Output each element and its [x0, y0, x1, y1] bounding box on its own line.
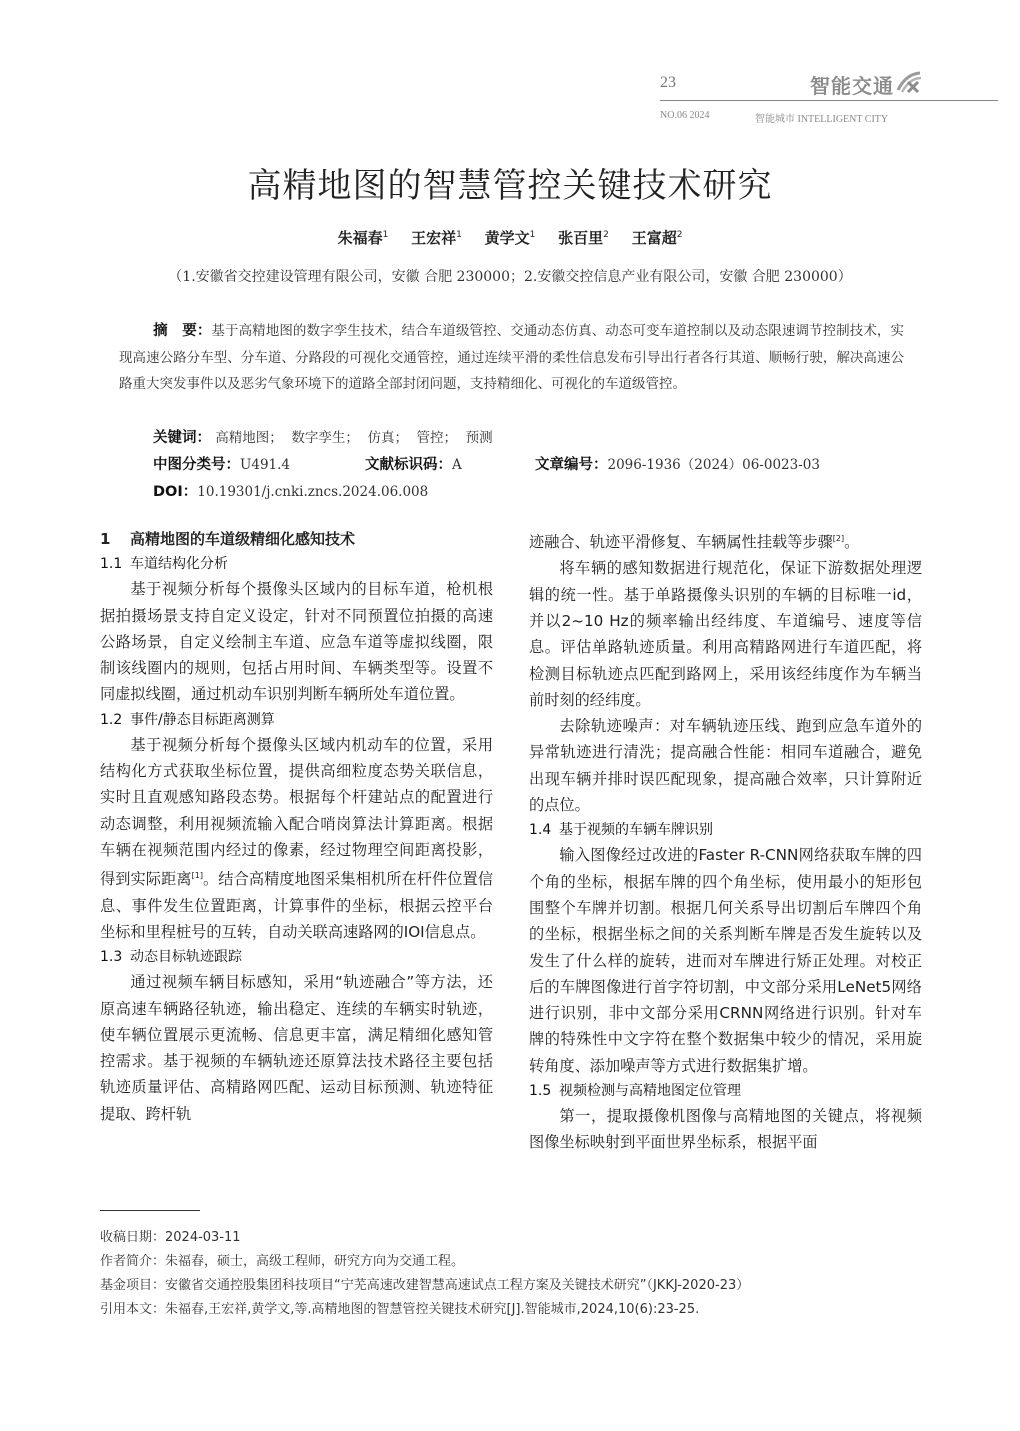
- author: 张百里$^2$: [558, 229, 609, 247]
- paragraph: 第一，提取摄像机图像与高精地图的关键点，将视频图像坐标映射到平面世界坐标系，根据平面: [529, 1107, 922, 1152]
- paragraph-continued: 迹融合、轨迹平滑修复、车辆属性挂载等步骤[2]。: [529, 533, 860, 552]
- journal-name: 智能城市 INTELLIGENT CITY: [755, 114, 889, 125]
- author: 朱福春$^1$: [337, 229, 389, 247]
- abstract: [119, 318, 904, 398]
- keywords-text: 高精地图； 数字孪生； 仿真； 管控； 预测: [215, 430, 493, 446]
- clc-code: 中图分类号：U491.4: [153, 457, 291, 473]
- subsection-heading: 1.3 动态目标轨迹跟踪: [100, 949, 242, 966]
- article-number: 文章编号：2096-1936（2024）06-0023-03: [535, 457, 820, 473]
- subsection-heading: 1.1 车道结构化分析: [100, 556, 228, 573]
- paper-title: 高精地图的智慧管控关键技术研究: [247, 166, 773, 206]
- left-column: [100, 526, 493, 1127]
- abstract-label: 摘 要：: [153, 323, 212, 339]
- keywords: [153, 426, 493, 447]
- author: 王富超$^2$: [631, 229, 683, 247]
- paragraph: 输入图像经过改进的Faster R-CNN网络获取车牌的四个角的坐标，根据车牌的四个角坐标，使用最小的矩形包围整个车牌并切割。根据几何关系导出切割后车牌四个角的坐标，根据坐标之间的关系判断车牌是否发生旋转以及发生了什么样的旋转，进而对车牌进行矫正处理。对校正后的车牌图像进行首字符切割，中文部分采用LeNet5网络进行识别，非中文部分采用CRNN网络进行识别。针对车牌的特殊性中文字符在整个数据集中较少的情况，采用旋转角度、添加噪声等方式进行数据集扩增。: [529, 846, 922, 1075]
- section-heading: 1 高精地图的车道级精细化感知技术: [100, 530, 356, 548]
- document-code: 文献标识码：A: [365, 457, 462, 473]
- doi: DOI：10.19301/j.cnki.zncs.2024.06.008: [153, 484, 429, 500]
- paragraph: 基于视频分析每个摄像头区域内机动车的位置，采用结构化方式获取坐标位置，提供高细粒度态势关联信息，实时且直观感知路段态势。根据每个杆建站点的配置进行动态调整，利用视频流输入配合哨岗算法计算距离。根据车辆在视频范围内经过的像素，经过物理空间距离投影，得到实际距离[1]。结合高精度地图采集相机所在杆件位置信息、事件发生位置距离，计算事件的坐标，根据云控平台坐标和里程桩号的互转，自动关联高速路网的IOI信息点。: [100, 735, 494, 941]
- abstract-text: 基于高精地图的数字孪生技术，结合车道级管控、交通动态仿真、动态可变车道控制以及动态限速调节控制技术，实现高速公路分车型、分车道、分路段的可视化交通管控，通过连续平滑的柔性信息发布引导出行者各行其道、顺畅行驶，解决高速公路重大突发事件以及恶劣气象环境下的道路全部封闭问题，支持精细化、可视化的车道级管控。: [119, 323, 905, 392]
- right-column: [529, 526, 922, 1156]
- page-number: 23: [660, 74, 676, 91]
- author-bio: 作者简介：朱福春，硕士，高级工程师，研究方向为交通工程。: [100, 1254, 465, 1269]
- journal-logo-icon: [896, 70, 922, 98]
- paragraph: 将车辆的感知数据进行规范化，保证下游数据处理逻辑的统一性。基于单路摄像头识别的车辆的目标唯一id，并以2~10 Hz的频率输出经纬度、车道编号、速度等信息。评估单路轨迹质量。利用高精路网进行车道匹配，将检测目标轨迹点匹配到路网上，采用该经纬度作为车辆当前时刻的经纬度。: [529, 559, 922, 709]
- subsection-heading: 1.4 基于视频的车辆车牌识别: [529, 822, 713, 839]
- affiliations: （1.安徽省交控建设管理有限公司，安徽 合肥 230000；2.安徽交控信息产业有限公司，安徽 合肥 230000）: [168, 269, 852, 285]
- author: 王宏祥$^1$: [411, 229, 462, 247]
- citation-ref[interactable]: [2]: [832, 534, 845, 543]
- author-list: [0, 227, 1020, 248]
- subsection-heading: 1.5 视频检测与高精地图定位管理: [529, 1083, 741, 1099]
- citation-info: 引用本文：朱福春,王宏祥,黄学文,等.高精地图的智慧管控关键技术研究[J].智能城市,2024,10(6):23-25.: [100, 1302, 700, 1317]
- keywords-label: 关键词：: [153, 430, 211, 446]
- subsection-heading: 1.2 事件/静态目标距离测算: [100, 711, 275, 728]
- paragraph: 通过视频车辆目标感知，采用“轨迹融合”等方法，还原高速车辆路径轨迹，输出稳定、连续的车辆实时轨迹，使车辆位置展示更流畅、信息更丰富，满足精细化感知管控需求。基于视频的车辆轨迹还原算法技术路径主要包括轨迹质量评估、高精路网匹配、运动目标预测、轨迹特征提取、跨杆轨: [100, 973, 493, 1123]
- paragraph: 去除轨迹噪声：对车辆轨迹压线、跑到应急车道外的异常轨迹进行清洗；提高融合性能：相同车道融合，避免出现车辆并排时误匹配现象，提高融合效率，只计算附近的点位。: [529, 717, 922, 815]
- header-rule: [660, 100, 998, 101]
- fund-info: 基金项目：安徽省交通控股集团科技项目“宁芜高速改建智慧高速试点工程方案及关键技术研究”（JKKJ-2020-23）: [100, 1278, 750, 1293]
- doi-link[interactable]: 10.19301/j.cnki.zncs.2024.06.008: [197, 484, 429, 500]
- paragraph: 基于视频分析每个摄像头区域内的目标车道，枪机根据拍摄场景支持自定义设定，针对不同预置位拍摄的高速公路场景，自定义绘制主车道、应急车道等虚拟线圈，限制该线圈内的规则，包括占用时间、车辆类型等。设置不同虚拟线圈，通过机动车识别判断车辆所处车道位置。: [100, 580, 493, 704]
- citation-ref[interactable]: [1]: [191, 871, 203, 881]
- footnote-rule: [100, 1210, 200, 1211]
- issue-number: NO.06 2024: [660, 110, 710, 121]
- journal-brand: 智能交通: [810, 74, 894, 98]
- author: 黄学文$^1$: [484, 229, 536, 247]
- received-date: 收稿日期：2024-03-11: [100, 1230, 241, 1245]
